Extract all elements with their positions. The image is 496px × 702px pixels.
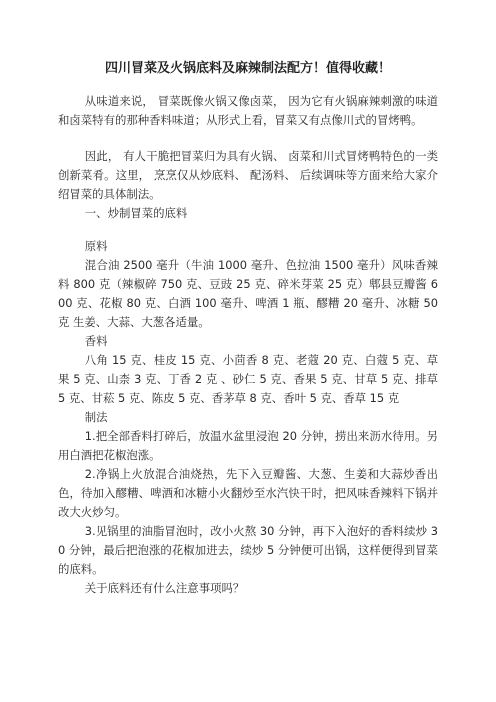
ingredients-heading: 原料 — [84, 239, 108, 253]
method-step-1: 1.把全部香料打碎后，放温水盆里浸泡 20 分钟，捞出来沥水待用。另用白酒把花椒泡涨。 — [58, 429, 438, 462]
closing-question: 关于底料还有什么注意事项吗？ — [84, 581, 245, 595]
method-step-3: 3.见锅里的油脂冒泡时，改小火熬 30 分钟，再下入泡好的香料续炒 30 分钟，最后把泡涨的花椒加进去，续炒 5 分钟便可出锅，这样便得到冒菜的底料。 — [58, 524, 438, 576]
spices-heading: 香料 — [84, 334, 108, 348]
intro-paragraph-1: 从味道来说， 冒菜既像火锅又像卤菜， 因为它有火锅麻辣刺激的味道和卤菜特有的那种香料味道；从形式上看，冒菜又有点像川式的冒烤鸭。 — [58, 94, 438, 127]
paragraph-gap — [58, 223, 438, 237]
method-heading: 制法 — [84, 410, 108, 424]
paragraph-gap — [58, 130, 438, 147]
section-heading-base: 一、炒制冒菜的底料 — [84, 206, 188, 220]
ingredients-text: 混合油 2500 毫升（牛油 1000 毫升、色拉油 1500 毫升）风味香辣料 800 克（辣椒碎 750 克、豆豉 25 克、碎米芽菜 25 克）郫县豆瓣酱 600 克、花椒 80 克、白酒 100 毫升、啤酒 1 瓶、醪糟 20 毫升、冰糖 50 克 生姜、大蒜、大葱各适量。 — [58, 258, 438, 329]
method-step-2: 2.净锅上火放混合油烧热，先下入豆瓣酱、大葱、生姜和大蒜炒香出色，待加入醪糟、啤酒和冰糖小火翻炒至水汽快干时，把风味香辣料下锅并改大火炒匀。 — [58, 467, 438, 519]
spices-text: 八角 15 克、桂皮 15 克、小茴香 8 克、老蔻 20 克、白蔻 5 克、草果 5 克、山柰 3 克、丁香 2 克 、砂仁 5 克、香果 5 克、甘草 5 克、排草 5 克、甘菘 5 克、陈皮 5 克、香茅草 8 克、香叶 5 克、香草 15 克 — [58, 353, 438, 405]
page-title: 四川冒菜及火锅底料及麻辣制法配方！值得收藏！ — [104, 61, 391, 76]
intro-paragraph-2: 因此， 有人干脆把冒菜归为具有火锅、 卤菜和川式冒烤鸭特色的一类创新菜肴。这里， 烹烹仅从炒底料、 配汤料、 后续调味等方面来给大家介绍冒菜的具体制法。 — [58, 149, 438, 201]
